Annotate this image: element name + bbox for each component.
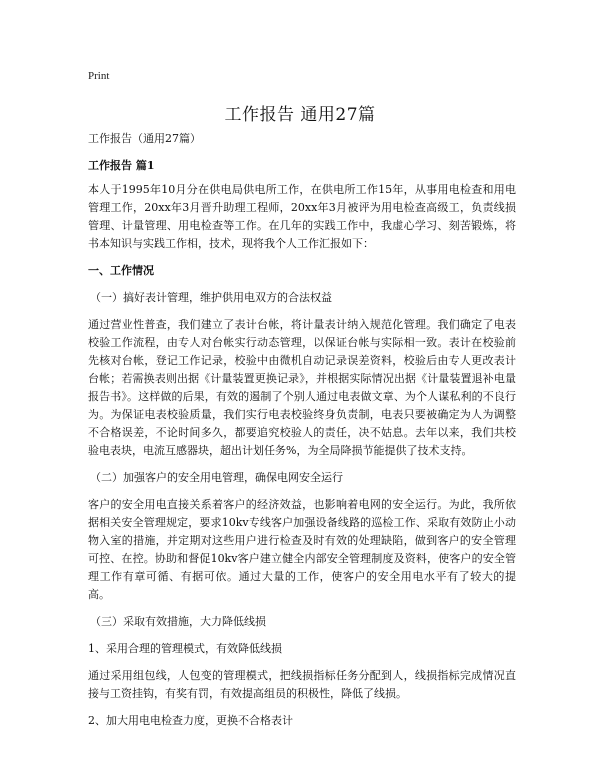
section-heading: 工作报告 篇1	[88, 159, 155, 172]
document-title: 工作报告 通用27篇	[224, 105, 376, 125]
document-body	[88, 130, 516, 730]
sub1-paragraph: 通过营业性普查，我们建立了表计台帐，将计量表计纳入规范化管理。我们确定了电表校验工作流程，由专人对台帐实行动态管理，以保证台帐与实际相一致。表计在校验前先核对台帐，登记工作记录，校验中由微机自动记录误差资料，校验后由专人更改表计台帐；若需换表则出据《计量装置更换记录》，并根据实际情况出据《计量装置退补电量报告书》。这样做的后果，有效的遏制了个别人通过电表做文章、为个人谋私利的不良行为。为保证电表校验质量，我们实行电表校验终身负责制，电表只要被确定为人为调整不合格误差，不论时间多久，都要追究校验人的责任，决不姑息。去年以来，我们共校验电表块，电流互感器块，超出计划任务%，为全局降损节能提供了技术支持。	[88, 318, 516, 457]
print-label: Print	[88, 70, 110, 82]
intro-paragraph: 本人于1995年10月分在供电局供电所工作，在供电所工作15年，从事用电检查和用电管理工作，20xx年3月晋升助理工程师，20xx年3月被评为用电检查高级工，负责线损管理、计量管理、用电检查等工作。在几年的实践工作中，我虚心学习、刻苦锻炼，将书本知识与实践工作相，技术，现将我个人工作汇报如下：	[88, 183, 516, 250]
document-subtitle: 工作报告（通用27篇）	[88, 132, 201, 145]
item1-heading: 1、采用合理的管理模式，有效降低线损	[88, 642, 282, 655]
sub2-paragraph: 客户的安全用电直接关系着客户的经济效益，也影响着电网的安全运行。为此，我所依据相关安全管理规定，要求10kv专线客户加强设备线路的巡检工作、采取有效防止小动物入室的措施，并定期对这些用户进行检查及时有效的处理缺陷，做到客户的安全管理可控、在控。协助和督促10kv客户建立健全内部安全管理制度及资料，使客户的安全管理工作有章可循、有据可依。通过大量的工作，使客户的安全用电水平有了较大的提高。	[88, 498, 516, 601]
item2-heading: 2、加大用电电检查力度，更换不合格表计	[88, 714, 293, 727]
part1-heading: 一、工作情况	[88, 264, 154, 277]
sub1-heading: （一）搞好表计管理，维护供用电双方的合法权益	[90, 291, 332, 304]
item1-paragraph: 通过采用组包线，人包变的管理模式，把线损指标任务分配到人，线损指标完成情况直接与工资挂钩，有奖有罚，有效提高组员的积极性，降低了线损。	[88, 669, 516, 700]
sub3-heading: （三）采取有效措施，大力降低线损	[90, 615, 266, 628]
sub2-heading: （二）加强客户的安全用电管理，确保电网安全运行	[90, 471, 343, 484]
